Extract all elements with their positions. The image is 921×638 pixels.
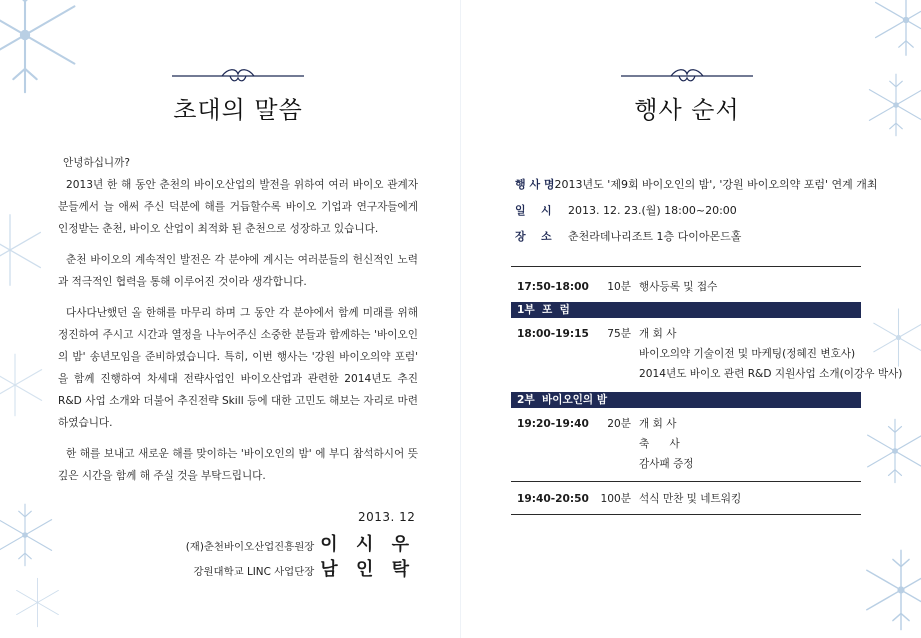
event-info-row: [515, 176, 878, 192]
info-label: 장 소: [515, 230, 552, 243]
info-value: 2013. 12. 23.(월) 18:00~20:00: [568, 204, 737, 217]
letter-paragraph: 춘천 바이오의 계속적인 발전은 각 분야에 계시는 여러분들의 헌신적인 노력과 적극적인 협력을 통해 이루어진 것이라 생각합니다.: [58, 254, 418, 288]
schedule-time: 19:40-20:50: [517, 493, 589, 505]
schedule-event: 2014년도 바이오 관련 R&D 지원사업 소개(이강우 박사): [639, 368, 903, 380]
schedule-time: 17:50-18:00: [517, 281, 589, 293]
schedule-event: 축 사: [639, 438, 680, 450]
section-header-part2: 2부 바이오인의 밤: [511, 392, 861, 408]
event-info-row: [515, 228, 875, 244]
snowflake-icon: [856, 545, 921, 635]
schedule-divider: [511, 481, 861, 482]
snowflake-icon: [866, 305, 921, 370]
letter-date: 2013. 12: [358, 510, 416, 524]
title-ornament-icon: [172, 68, 304, 86]
schedule-event: 석식 만찬 및 네트워킹: [639, 493, 742, 505]
schedule-duration: 10분: [607, 281, 631, 293]
schedule-row: [517, 455, 867, 473]
schedule-event: 감사패 증정: [639, 458, 694, 470]
schedule-row: [517, 490, 867, 508]
schedule-row: [517, 325, 867, 343]
info-label: 일 시: [515, 204, 552, 217]
schedule-row: [517, 415, 867, 433]
program-page: [461, 0, 921, 638]
snowflake-icon: [859, 415, 921, 487]
signature-org: (재)춘천바이오산업진흥원장: [185, 541, 315, 553]
signature-name: 남 인 탁: [320, 559, 415, 580]
greeting-text: 안녕하십니까?: [63, 157, 131, 169]
snowflake-icon: [0, 350, 50, 420]
letter-paragraph: 2013년 한 해 동안 춘천의 바이오산업의 발전을 위하여 여러 바이오 관계자 분들께서 늘 애써 주신 덕분에 해를 거듭할수록 바이오 기업과 연구자들에게 인정받는 춘천, 바이오 산업이 최적화 된 춘천으로 성장하고 있습니다.: [58, 179, 418, 235]
letter-paragraph: 다사다난했던 올 한해를 마무리 하며 그 동안 각 분야에서 함께 미래를 위해 정진하여 주시고 시간과 열정을 나누어주신 소중한 분들과 함께하는 '바이오인의 밤' 송년모임을 준비하였습니다. 특히, 이번 행사는 '강원 바이오의약 포럼' 을 함께 진행하여 차세대 전략사업인 바이오산업과 관련한 2014년도 추진 R&D 사업 소개와 더불어 추진전략 Skill 등에 대한 고민도 해보는 자리로 마련하였습니다.: [58, 307, 418, 429]
signature-org: 강원대학교 LINC 사업단장: [193, 566, 315, 578]
schedule-row: [517, 435, 867, 453]
schedule-divider: [511, 514, 861, 515]
title-ornament-icon: [621, 68, 753, 86]
info-value: 2013년도 '제9회 바이오인의 밤', '강원 바이오의약 포럼' 연계 개최: [554, 178, 878, 191]
schedule-time: 19:20-19:40: [517, 418, 589, 430]
schedule-event: 바이오의약 기술이전 및 마케팅(정혜진 변호사): [639, 348, 856, 360]
invitation-page: [0, 0, 460, 638]
snowflake-icon: [866, 0, 921, 60]
schedule-duration: 20분: [607, 418, 631, 430]
program-title: 행사 순서: [634, 96, 740, 124]
info-value: 춘천라데나리조트 1층 다이아몬드홀: [568, 230, 742, 243]
signature-name: 이 시 우: [320, 534, 415, 555]
schedule-duration: 75분: [607, 328, 631, 340]
schedule-event: 개 회 사: [639, 328, 677, 340]
schedule-time: 18:00-19:15: [517, 328, 589, 340]
schedule-row: [517, 365, 903, 383]
snowflake-icon: [0, 0, 90, 100]
snowflake-icon: [861, 70, 921, 140]
schedule-event: 행사등록 및 접수: [639, 281, 718, 293]
schedule-event: 개 회 사: [639, 418, 677, 430]
snowflake-icon: [0, 500, 60, 570]
letter-paragraph: 한 해를 보내고 새로운 해를 맞이하는 '바이오인의 밤' 에 부디 참석하시어 뜻 깊은 시간을 함께 해 주실 것을 부탁드립니다.: [58, 448, 418, 482]
info-label: 행 사 명: [515, 178, 555, 191]
signature-line: [193, 555, 415, 581]
section-header-part1: 1부 포 럼: [511, 302, 861, 318]
signature-line: [185, 530, 415, 556]
invitation-letter: [58, 152, 418, 487]
schedule-row: [517, 345, 867, 363]
schedule-duration: 100분: [600, 493, 631, 505]
snowflake-icon: [10, 575, 65, 630]
schedule-row: [517, 278, 867, 296]
snowflake-icon: [0, 210, 50, 290]
event-info-row: [515, 202, 875, 218]
schedule-divider: [511, 266, 861, 267]
invitation-title: 초대의 말씀: [173, 96, 303, 124]
